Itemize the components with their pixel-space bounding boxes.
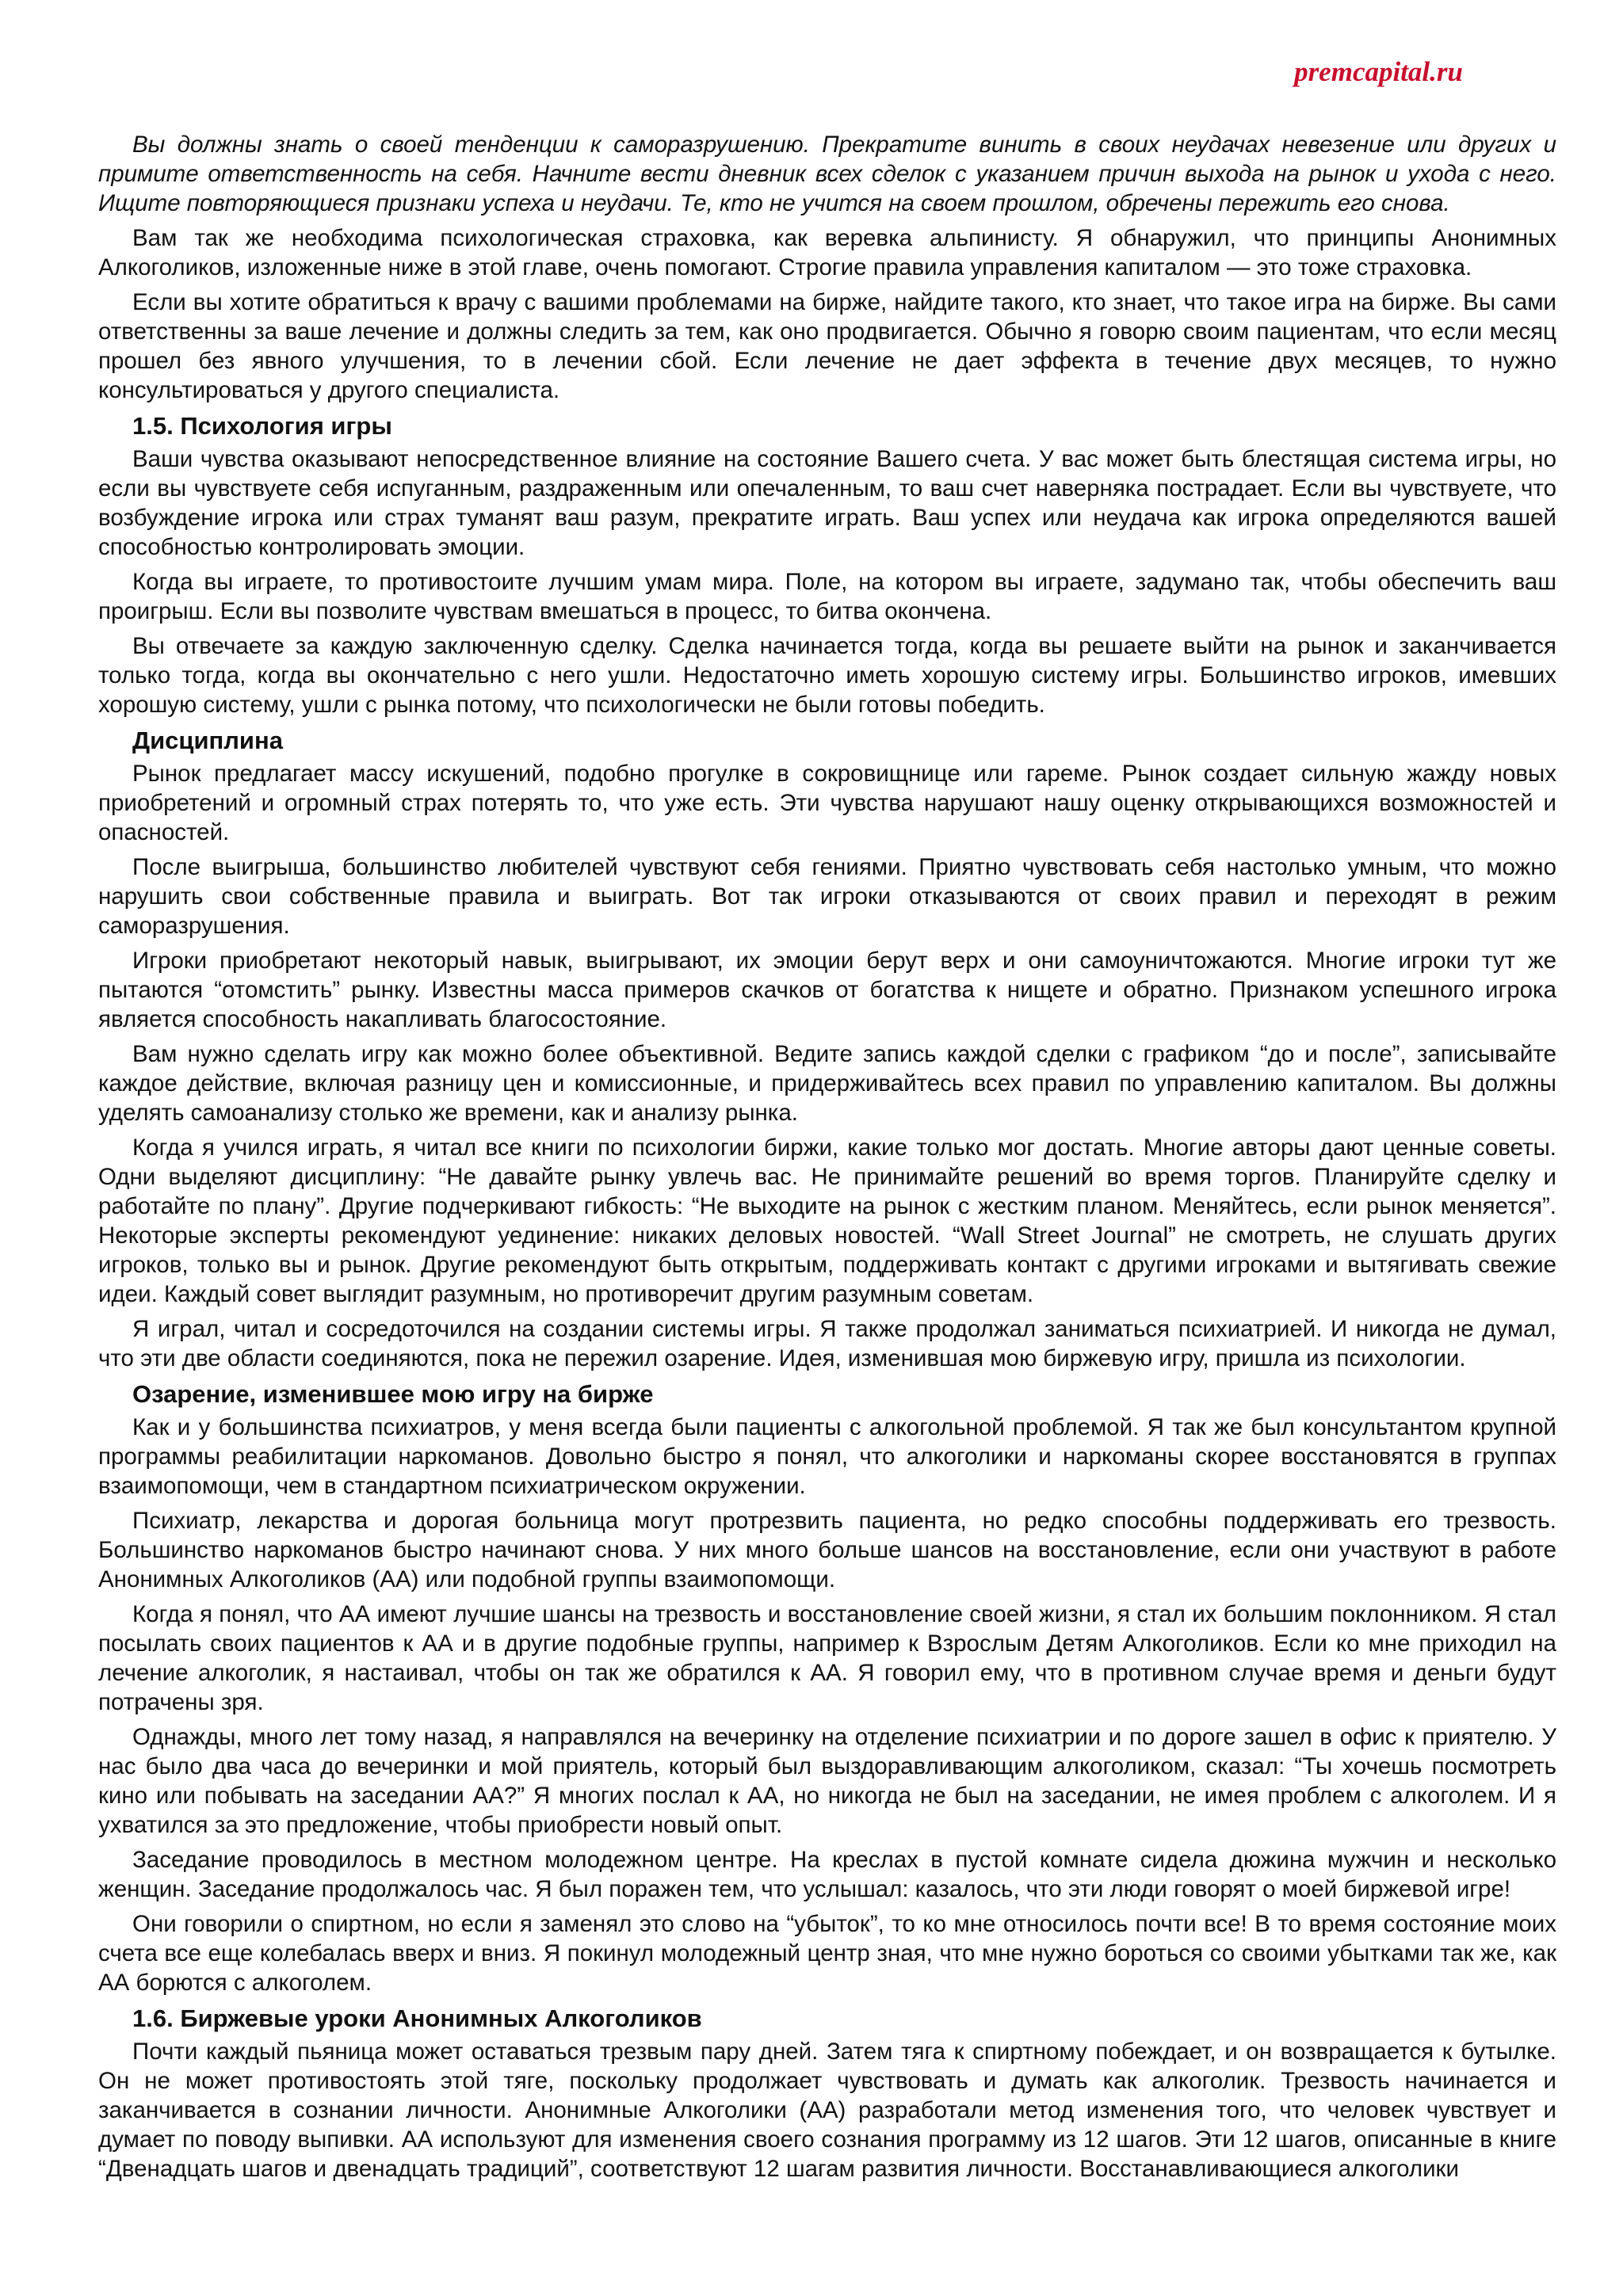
- paragraph: Ваши чувства оказывают непосредственное влияние на состояние Вашего счета. У вас может быть блестящая система игры, но если вы чувствуете себя испуганным, раздраженным или опечаленным, то ваш счет наверняка пострадает. Если вы чувствуете, что возбуждение игрока или страх туманят ваш разум, прекратите играть. Ваш успех или неудача как игрока определяются вашей способностью контролировать эмоции.: [98, 446, 1556, 560]
- paragraph: Заседание проводилось в местном молодежном центре. На креслах в пустой комнате сидела дюжина мужчин и несколько женщин. Заседание продолжалось час. Я был поражен тем, что услышал: казалось, что эти люди говорят о моей биржевой игре!: [98, 1847, 1556, 1902]
- paragraph: Как и у большинства психиатров, у меня всегда были пациенты с алкогольной проблемой. Я так же был консультантом крупной программы реабилитации наркоманов. Довольно быстро я понял, что алкоголики и наркоманы скорее восстановятся в группах взаимопомощи, чем в стандартном психиатрическом окружении.: [98, 1414, 1556, 1499]
- paragraph: После выигрыша, большинство любителей чувствуют себя гениями. Приятно чувствовать себя настолько умным, что можно нарушить свои собственные правила и выиграть. Вот так игроки отказываются от своих правил и переходят в режим саморазрушения.: [98, 854, 1556, 939]
- paragraph: Они говорили о спиртном, но если я заменял это слово на “убыток”, то ко мне относилось почти все! В то время состояние моих счета все еще колебалась вверх и вниз. Я покинул молодежный центр зная, что мне нужно бороться со своими убытками так же, как АА борются с алкоголем.: [98, 1911, 1556, 1996]
- paragraph: Вы должны знать о своей тенденции к саморазрушению. Прекратите винить в своих неудачах невезение или других и примите ответственность на себя. Начните вести дневник всех сделок с указанием причин выхода на рынок и ухода с него. Ищите повторяющиеся признаки успеха и неудачи. Те, кто не учится на своем прошлом, обречены пережить его снова.: [98, 132, 1556, 216]
- paragraph: Когда я учился играть, я читал все книги по психологии биржи, какие только мог достать. Многие авторы дают ценные советы. Одни выделяют дисциплину: “Не давайте рынку увлечь вас. Не принимайте решений во время торгов. Планируйте сделку и работайте по плану”. Другие подчеркивают гибкость: “Не выходите на рынок с жестким планом. Меняйтесь, если рынок меняется”. Некоторые эксперты рекомендуют уединение: никаких деловых новостей. “Wall Street Journal” не смотреть, не слушать других игроков, только вы и рынок. Другие рекомендуют быть открытым, поддерживать контакт с другими игроками и вытягивать свежие идеи. Каждый совет выглядит разумным, но противоречит другим разумным советам.: [98, 1135, 1556, 1307]
- paragraph: Психиатр, лекарства и дорогая больница могут протрезвить пациента, но редко способны поддерживать его трезвость. Большинство наркоманов быстро начинают снова. У них много больше шансов на восстановление, если они участвуют в работе Анонимных Алкоголиков (АА) или подобной группы взаимопомощи.: [98, 1508, 1556, 1592]
- paragraph: Почти каждый пьяница может оставаться трезвым пару дней. Затем тяга к спиртному побеждает, и он возвращается к бутылке. Он не может противостоять этой тяге, поскольку продолжает чувствовать и думать как алкоголик. Трезвость начинается и заканчивается в сознании личности. Анонимные Алкоголики (АА) разработали метод изменения того, что человек чувствует и думает по поводу выпивки. АА используют для изменения своего сознания программу из 12 шагов. Эти 12 шагов, описанные в книге “Двенадцать шагов и двенадцать традиций”, соответствуют 12 шагам развития личности. Восстанавливающиеся алкоголики: [98, 2039, 1556, 2182]
- site-link[interactable]: premcapital.ru: [1294, 56, 1463, 87]
- paragraph: Если вы хотите обратиться к врачу с вашими проблемами на бирже, найдите такого, кто знает, что такое игра на бирже. Вы сами ответственны за ваше лечение и должны следить за тем, как оно продвигается. Обычно я говорю своим пациентам, что если месяц прошел без явного улучшения, то в лечении сбой. Если лечение не дает эффекта в течение двух месяцев, то нужно консультироваться у другого специалиста.: [98, 289, 1556, 403]
- section-heading: Дисциплина: [132, 727, 283, 754]
- section-heading: 1.6. Биржевые уроки Анонимных Алкоголиков: [132, 2004, 702, 2032]
- paragraph: Вам нужно сделать игру как можно более объективной. Ведите запись каждой сделки с графиком “до и после”, записывайте каждое действие, включая разницу цен и комиссионные, и придерживайтесь всех правил по управлению капиталом. Вы должны уделять самоанализу столько же времени, как и анализу рынка.: [98, 1041, 1556, 1126]
- paragraph: Когда вы играете, то противостоите лучшим умам мира. Поле, на котором вы играете, задумано так, чтобы обеспечить ваш проигрыш. Если вы позволите чувствам вмешаться в процесс, то битва окончена.: [98, 569, 1556, 624]
- paragraph: Вы отвечаете за каждую заключенную сделку. Сделка начинается тогда, когда вы решаете выйти на рынок и заканчивается только тогда, когда вы окончательно с него ушли. Недостаточно иметь хорошую систему игры. Большинство игроков, имевших хорошую систему, ушли с рынка потому, что психологически не были готовы победить.: [98, 633, 1556, 718]
- paragraph: Рынок предлагает массу искушений, подобно прогулке в сокровищнице или гареме. Рынок создает сильную жажду новых приобретений и огромный страх потерять то, что уже есть. Эти чувства нарушают нашу оценку открывающихся возможностей и опасностей.: [98, 761, 1556, 845]
- section-heading: 1.5. Психология игры: [132, 412, 392, 440]
- section-heading: Озарение, изменившее мою игру на бирже: [132, 1380, 654, 1408]
- paragraph: Вам так же необходима психологическая страховка, как веревка альпинисту. Я обнаружил, что принципы Анонимных Алкоголиков, изложенные ниже в этой главе, очень помогают. Строгие правила управления капиталом — это тоже страховка.: [98, 225, 1556, 280]
- document-body: [98, 130, 1556, 2189]
- paragraph: Я играл, читал и сосредоточился на создании системы игры. Я также продолжал заниматься психиатрией. И никогда не думал, что эти две области соединяются, пока не пережил озарение. Идея, изменившая мою биржевую игру, пришла из психологии.: [98, 1316, 1556, 1371]
- paragraph: Когда я понял, что АА имеют лучшие шансы на трезвость и восстановление своей жизни, я стал их большим поклонником. Я стал посылать своих пациентов к АА и в другие подобные группы, например к Взрослым Детям Алкоголиков. Если ко мне приходил на лечение алкоголик, я настаивал, чтобы он так же обратился к АА. Я говорил ему, что в противном случае время и деньги будут потрачены зря.: [98, 1601, 1556, 1715]
- paragraph: Игроки приобретают некоторый навык, выигрывают, их эмоции берут верх и они самоуничтожаются. Многие игроки тут же пытаются “отомстить” рынку. Известны масса примеров скачков от богатства к нищете и обратно. Признаком успешного игрока является способность накапливать благосостояние.: [98, 948, 1556, 1032]
- paragraph: Однажды, много лет тому назад, я направлялся на вечеринку на отделение психиатрии и по дороге зашел в офис к приятелю. У нас было два часа до вечеринки и мой приятель, который был выздоравливающим алкоголиком, сказал: “Ты хочешь посмотреть кино или побывать на заседании АА?” Я многих послал к АА, но никогда не был на заседании, не имея проблем с алкоголем. И я ухватился за это предложение, чтобы приобрести новый опыт.: [98, 1724, 1556, 1838]
